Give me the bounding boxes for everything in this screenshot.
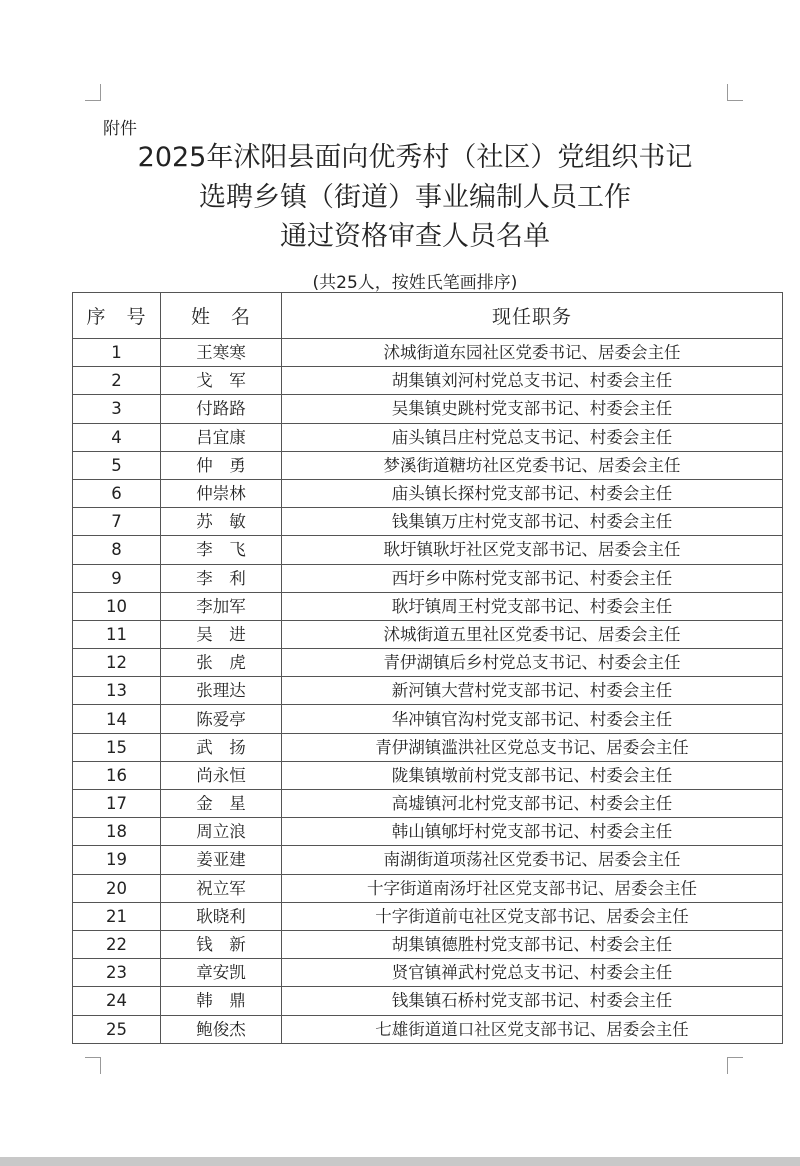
cell-name: 仲崇林 [161,479,282,507]
cell-position: 十字街道南汤圩社区党支部书记、居委会主任 [282,874,783,902]
cell-name: 钱 新 [161,930,282,958]
table-row [73,649,783,677]
cell-name: 姜亚建 [161,846,282,874]
cell-number: 6 [73,479,161,507]
table-row [73,564,783,592]
cell-number: 25 [73,1015,161,1043]
table-row [73,705,783,733]
cell-name: 戈 军 [161,367,282,395]
cell-name: 祝立军 [161,874,282,902]
cell-position: 梦溪街道糖坊社区党委书记、居委会主任 [282,451,783,479]
cell-position: 胡集镇德胜村党支部书记、村委会主任 [282,930,783,958]
cell-name: 李 利 [161,564,282,592]
cell-number: 18 [73,818,161,846]
cell-position: 钱集镇万庄村党支部书记、村委会主任 [282,508,783,536]
cell-name: 陈爱亭 [161,705,282,733]
cell-position: 耿圩镇周王村党支部书记、村委会主任 [282,592,783,620]
column-header-name: 姓 名 [161,293,282,339]
cell-position: 耿圩镇耿圩社区党支部书记、居委会主任 [282,536,783,564]
cell-name: 章安凯 [161,959,282,987]
bottom-scroll-bar [0,1157,800,1166]
cell-number: 5 [73,451,161,479]
table-row [73,846,783,874]
cell-number: 9 [73,564,161,592]
cell-position: 华冲镇官沟村党支部书记、村委会主任 [282,705,783,733]
table-row [73,592,783,620]
cell-name: 吕宜康 [161,423,282,451]
page-corner-mark-top-right [727,84,743,101]
table-row [73,874,783,902]
cell-position: 高墟镇河北村党支部书记、村委会主任 [282,790,783,818]
table-row [73,987,783,1015]
table-row [73,959,783,987]
table-row [73,761,783,789]
table-row [73,818,783,846]
cell-position: 南湖街道项荡社区党委书记、居委会主任 [282,846,783,874]
table-row [73,479,783,507]
candidate-table [72,292,783,1044]
cell-name: 鲍俊杰 [161,1015,282,1043]
document-title-line-3: 通过资格审查人员名单 [280,221,550,252]
cell-number: 3 [73,395,161,423]
cell-position: 吴集镇史跳村党支部书记、村委会主任 [282,395,783,423]
table-row [73,451,783,479]
cell-position: 胡集镇刘河村党总支书记、村委会主任 [282,367,783,395]
cell-position: 钱集镇石桥村党支部书记、村委会主任 [282,987,783,1015]
cell-number: 23 [73,959,161,987]
table-row [73,508,783,536]
page-corner-mark-bottom-left [85,1057,101,1074]
cell-position: 青伊湖镇后乡村党总支书记、村委会主任 [282,649,783,677]
cell-number: 15 [73,733,161,761]
cell-position: 新河镇大营村党支部书记、村委会主任 [282,677,783,705]
page-corner-mark-top-left [85,84,101,101]
cell-position: 陇集镇墩前村党支部书记、村委会主任 [282,761,783,789]
table-header-row [73,293,783,339]
document-title-line-2: 选聘乡镇（街道）事业编制人员工作 [199,182,631,213]
cell-number: 4 [73,423,161,451]
cell-number: 20 [73,874,161,902]
table-row [73,733,783,761]
table-row [73,930,783,958]
table-row [73,1015,783,1043]
cell-number: 22 [73,930,161,958]
table-row [73,367,783,395]
cell-name: 金 星 [161,790,282,818]
cell-number: 1 [73,339,161,367]
attachment-label: 附件 [103,119,137,139]
cell-position: 七雄街道道口社区党支部书记、居委会主任 [282,1015,783,1043]
cell-position: 贤官镇禅武村党总支书记、村委会主任 [282,959,783,987]
cell-name: 苏 敏 [161,508,282,536]
table-row [73,620,783,648]
cell-number: 11 [73,620,161,648]
column-header-position: 现任职务 [282,293,783,339]
cell-position: 沭城街道五里社区党委书记、居委会主任 [282,620,783,648]
cell-name: 王寒寒 [161,339,282,367]
cell-name: 韩 鼎 [161,987,282,1015]
cell-number: 21 [73,902,161,930]
table-row [73,790,783,818]
cell-name: 李加军 [161,592,282,620]
cell-position: 韩山镇郇圩村党支部书记、村委会主任 [282,818,783,846]
page-corner-mark-bottom-right [727,1057,743,1074]
cell-position: 沭城街道东园社区党委书记、居委会主任 [282,339,783,367]
cell-name: 尚永恒 [161,761,282,789]
column-header-number: 序 号 [73,293,161,339]
table-row [73,677,783,705]
cell-number: 14 [73,705,161,733]
cell-position: 青伊湖镇滥洪社区党总支书记、居委会主任 [282,733,783,761]
cell-name: 吴 进 [161,620,282,648]
cell-position: 西圩乡中陈村党支部书记、村委会主任 [282,564,783,592]
document-title-line-1: 2025年沭阳县面向优秀村（社区）党组织书记 [137,142,693,173]
cell-position: 十字街道前屯社区党支部书记、居委会主任 [282,902,783,930]
table-row [73,395,783,423]
cell-name: 周立浪 [161,818,282,846]
cell-number: 17 [73,790,161,818]
cell-number: 13 [73,677,161,705]
table-row [73,902,783,930]
cell-number: 2 [73,367,161,395]
cell-number: 19 [73,846,161,874]
table-row [73,339,783,367]
cell-name: 张 虎 [161,649,282,677]
cell-name: 耿晓利 [161,902,282,930]
cell-name: 张理达 [161,677,282,705]
document-subtitle: (共25人，按姓氏笔画排序) [312,273,518,293]
cell-number: 24 [73,987,161,1015]
cell-name: 武 扬 [161,733,282,761]
cell-number: 12 [73,649,161,677]
cell-number: 10 [73,592,161,620]
cell-name: 付路路 [161,395,282,423]
cell-number: 8 [73,536,161,564]
cell-name: 仲 勇 [161,451,282,479]
cell-number: 7 [73,508,161,536]
cell-position: 庙头镇吕庄村党总支书记、村委会主任 [282,423,783,451]
cell-position: 庙头镇长探村党支部书记、村委会主任 [282,479,783,507]
table-row [73,536,783,564]
cell-number: 16 [73,761,161,789]
cell-name: 李 飞 [161,536,282,564]
table-row [73,423,783,451]
